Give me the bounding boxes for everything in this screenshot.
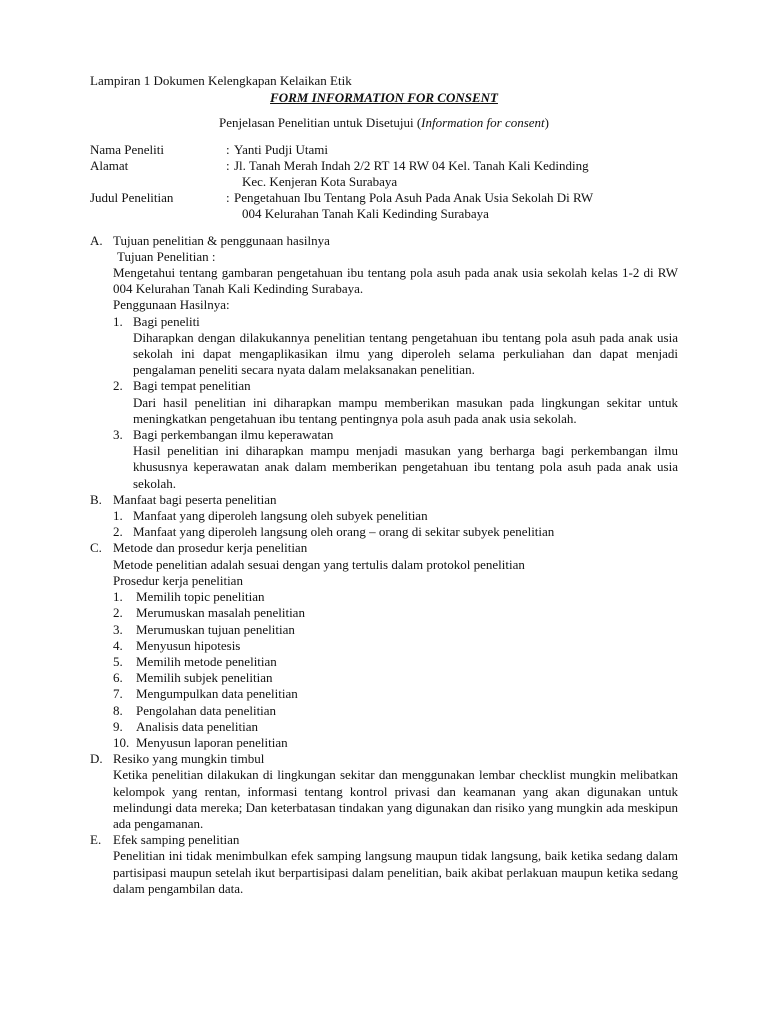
- list-item: [113, 703, 678, 719]
- item-title: Bagi peneliti: [133, 313, 200, 329]
- section-e-heading: Efek samping penelitian: [113, 832, 240, 848]
- item-text: Memilih topic penelitian: [136, 589, 265, 605]
- item-text: Mengumpulkan data penelitian: [136, 686, 298, 702]
- item-text: Merumuskan tujuan penelitian: [136, 621, 295, 637]
- form-title: FORM INFORMATION FOR CONSENT: [270, 90, 498, 106]
- item-text: Diharapkan dengan dilakukannya penelitian tentang pengetahuan ibu tentang pola asuh pada anak usia sekolah ini dapat mengaplikasikan ilmu yang diperoleh selama perkuliahan dan dapat menjadi pengalaman peneliti secara nyata dalam melaksanakan penelitian.: [133, 329, 678, 378]
- researcher-info: [90, 142, 678, 223]
- list-item: [113, 719, 678, 735]
- judul-line-2: 004 Kelurahan Tanah Kali Kedinding Surabaya: [242, 206, 489, 222]
- section-a-body: [113, 233, 678, 492]
- subtitle-italic: Information for consent: [421, 115, 545, 131]
- info-row-nama: [90, 142, 678, 158]
- item-number: 2.: [113, 378, 123, 394]
- section-letter: D.: [90, 751, 103, 767]
- item-text: Manfaat yang diperoleh langsung oleh subyek penelitian: [133, 508, 428, 524]
- section-b-heading: Manfaat bagi peserta penelitian: [113, 491, 277, 507]
- section-c-heading: Metode dan prosedur kerja penelitian: [113, 540, 308, 556]
- list-item: [113, 670, 678, 686]
- info-row-judul: [90, 190, 678, 222]
- section-d: [90, 751, 678, 832]
- list-item: [113, 735, 678, 751]
- item-number: 6.: [113, 670, 123, 686]
- alamat-line-2: Kec. Kenjeran Kota Surabaya: [242, 174, 398, 190]
- judul-label: Judul Penelitian: [90, 190, 174, 206]
- document-body: [90, 73, 678, 897]
- judul-value: [234, 190, 678, 222]
- item-number: 1.: [113, 589, 123, 605]
- item-text: Menyusun hipotesis: [136, 637, 241, 653]
- alamat-value: [234, 158, 678, 190]
- item-number: 8.: [113, 702, 123, 718]
- section-a: [90, 233, 678, 492]
- subtitle-end: ): [544, 115, 550, 131]
- item-text: Pengolahan data penelitian: [136, 702, 277, 718]
- list-item: [113, 686, 678, 702]
- section-b: [90, 492, 678, 541]
- item-number: 7.: [113, 686, 123, 702]
- prosedur-label: Prosedur kerja penelitian: [113, 572, 243, 588]
- attachment-header: Lampiran 1 Dokumen Kelengkapan Kelaikan Etik: [90, 73, 352, 88]
- item-text: Merumuskan masalah penelitian: [136, 605, 305, 621]
- section-letter: E.: [90, 832, 102, 848]
- section-e-text: Penelitian ini tidak menimbulkan efek samping langsung maupun tidak langsung, baik ketika sedang dalam partisipasi maupun setelah ikut berpartisipasi dalam penelitian, baik akibat perlakuan maupun ketika sedang dalam pengambilan data.: [113, 848, 678, 896]
- section-c: [90, 540, 678, 751]
- list-item: [113, 654, 678, 670]
- item-number: 9.: [113, 718, 123, 734]
- item-text: Hasil penelitian ini diharapkan mampu menjadi masukan yang berharga bagi perkembangan ilmu khususnya keperawatan anak dalam memberikan pengetahuan ibu tentang pola asuh pada anak usia sekolah.: [133, 443, 678, 491]
- item-number: 2.: [113, 524, 123, 540]
- item-text: Memilih metode penelitian: [136, 653, 277, 669]
- tujuan-label: Tujuan Penelitian :: [117, 248, 216, 264]
- item-text: Memilih subjek penelitian: [136, 670, 273, 686]
- item-number: 3.: [113, 621, 123, 637]
- list-item: [113, 314, 678, 379]
- alamat-label: Alamat: [90, 157, 129, 173]
- item-number: 1.: [113, 313, 123, 329]
- list-item: [113, 589, 678, 605]
- form-subtitle: [90, 115, 678, 131]
- alamat-line-1: Jl. Tanah Merah Indah 2/2 RT 14 RW 04 Kel. Tanah Kali Kedinding: [234, 157, 589, 173]
- nama-value: Yanti Pudji Utami: [234, 141, 329, 157]
- item-number: 4.: [113, 637, 123, 653]
- item-number: 3.: [113, 427, 123, 443]
- list-item: [113, 638, 678, 654]
- item-text: Dari hasil penelitian ini diharapkan mampu memberikan masukan pada lingkungan sekitar untuk meningkatkan pengetahuan ibu tentang pentingnya pola asuh pada anak usia sekolah.: [133, 394, 678, 426]
- nama-label: Nama Peneliti: [90, 141, 165, 157]
- colon: :: [226, 141, 230, 157]
- list-item: [113, 605, 678, 621]
- item-title: Bagi tempat penelitian: [133, 378, 251, 394]
- section-d-text: Ketika penelitian dilakukan di lingkungan sekitar dan menggunakan lembar checklist mungkin melibatkan kelompok yang rentan, informasi tentang kontrol privasi dan keamanan yang akan digunakan untuk melindungi data mereka; Dan keterbatasan tindakan yang digunakan dan risiko yang mungkin ada meskipun ada pengamanan.: [113, 767, 678, 831]
- penggunaan-label: Penggunaan Hasilnya:: [113, 297, 230, 313]
- tujuan-text: Mengetahui tentang gambaran pengetahuan ibu tentang pola asuh pada anak usia sekolah kelas 1-2 di RW 004 Kelurahan Tanah Kali Kedinding Surabaya.: [113, 265, 678, 297]
- item-number: 10.: [113, 734, 130, 750]
- item-number: 2.: [113, 605, 123, 621]
- section-letter: B.: [90, 491, 102, 507]
- list-item: [113, 622, 678, 638]
- judul-line-1: Pengetahuan Ibu Tentang Pola Asuh Pada Anak Usia Sekolah Di RW: [234, 190, 594, 206]
- item-number: 1.: [113, 508, 123, 524]
- section-letter: A.: [90, 232, 103, 248]
- colon: :: [226, 190, 230, 206]
- item-number: 5.: [113, 653, 123, 669]
- list-item: [113, 508, 678, 524]
- list-item: [113, 427, 678, 492]
- subtitle-main: Penjelasan Penelitian untuk Disetujui (: [218, 115, 422, 131]
- list-item: [113, 378, 678, 427]
- section-a-heading: Tujuan penelitian & penggunaan hasilnya: [113, 232, 330, 248]
- list-item: [113, 524, 678, 540]
- section-letter: C.: [90, 540, 102, 556]
- metode-text: Metode penelitian adalah sesuai dengan yang tertulis dalam protokol penelitian: [113, 556, 525, 572]
- item-text: Analisis data penelitian: [136, 718, 259, 734]
- item-text: Manfaat yang diperoleh langsung oleh orang – orang di sekitar subyek penelitian: [133, 524, 555, 540]
- section-e: [90, 832, 678, 897]
- item-title: Bagi perkembangan ilmu keperawatan: [133, 427, 334, 443]
- info-row-alamat: [90, 158, 678, 190]
- colon: :: [226, 157, 230, 173]
- section-d-heading: Resiko yang mungkin timbul: [113, 751, 265, 767]
- item-text: Menyusun laporan penelitian: [136, 734, 288, 750]
